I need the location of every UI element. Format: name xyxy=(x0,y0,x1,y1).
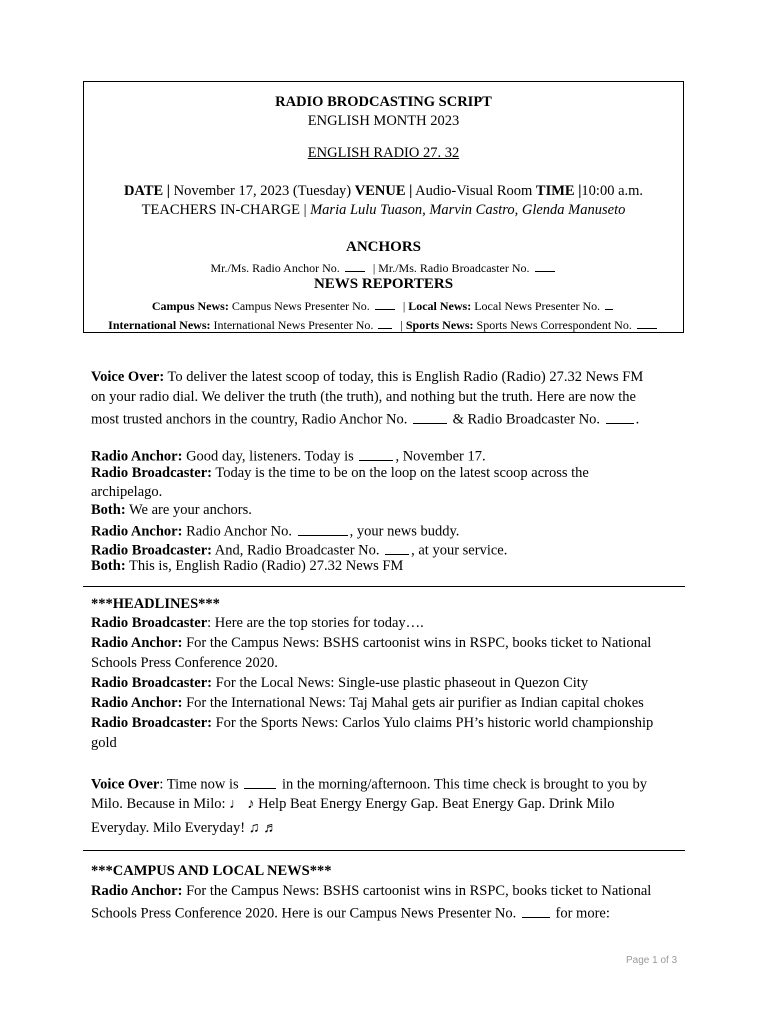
voice-over-label: Voice Over xyxy=(91,776,160,793)
both-label: Both: xyxy=(91,558,126,574)
blank-line xyxy=(359,445,393,461)
script-line xyxy=(91,368,691,387)
local-news-label: Local News: xyxy=(408,299,472,313)
script-text: This is, English Radio (Radio) 27.32 News FM xyxy=(129,558,404,574)
blank-line xyxy=(385,539,409,555)
script-text: We are your anchors. xyxy=(129,502,252,518)
script-header-box xyxy=(83,81,684,333)
anchor-text: Mr./Ms. Radio Anchor No. xyxy=(210,261,340,275)
script-line xyxy=(91,694,691,713)
campus-local-heading: ***CAMPUS AND LOCAL NEWS*** xyxy=(91,863,332,879)
script-line: Everyday. Milo Everyday! ♫ ♬ xyxy=(91,820,278,836)
headlines-heading: ***HEADLINES*** xyxy=(91,596,220,612)
international-news-label: International News: xyxy=(108,318,211,332)
venue-label: VENUE xyxy=(354,183,406,199)
separator: | xyxy=(166,183,170,199)
script-text: & Radio Broadcaster No. xyxy=(452,411,601,428)
time-value: 10:00 a.m. xyxy=(581,183,644,199)
radio-station-name: ENGLISH RADIO 27. 32 xyxy=(307,145,460,161)
separator: | xyxy=(372,261,376,275)
radio-anchor-label: Radio Anchor: xyxy=(91,448,183,465)
time-label: TIME xyxy=(535,183,575,199)
blank-line xyxy=(375,297,395,310)
separator: | xyxy=(303,202,307,218)
section-divider xyxy=(83,850,685,851)
anchors-line xyxy=(84,259,683,276)
script-line: archipelago. xyxy=(91,484,163,500)
script-text: : Here are the top stories for today…. xyxy=(207,615,424,631)
date-value: November 17, 2023 (Tuesday) xyxy=(173,183,352,199)
blank-line xyxy=(345,259,365,272)
script-text: in the morning/afternoon. This time check is brought to you by xyxy=(281,776,647,793)
teachers-line xyxy=(84,202,683,219)
radio-broadcaster-label: Radio Broadcaster: xyxy=(91,675,212,691)
script-text: For the International News: Taj Mahal gets air purifier as Indian capital chokes xyxy=(186,695,644,711)
both-label: Both: xyxy=(91,502,126,518)
script-text: most trusted anchors in the country, Radio Anchor No. xyxy=(91,411,408,428)
script-text: . xyxy=(635,411,640,428)
sports-news-text: Sports News Correspondent No. xyxy=(476,318,632,332)
script-line xyxy=(91,464,691,483)
campus-local-line xyxy=(84,297,683,314)
script-text: And, Radio Broadcaster No. xyxy=(214,542,380,559)
script-line xyxy=(91,501,691,520)
radio-broadcaster-label: Radio Broadcaster: xyxy=(91,465,212,481)
teachers-value: Maria Lulu Tuason, Marvin Castro, Glenda Manuseto xyxy=(310,202,626,218)
radio-anchor-label: Radio Anchor: xyxy=(91,635,183,651)
script-text: , at your service. xyxy=(411,542,508,559)
anchors-heading: ANCHORS xyxy=(345,239,421,255)
script-text: For the Local News: Single-use plastic phaseout in Quezon City xyxy=(215,675,589,691)
script-line: Milo. Because in Milo: ♩ ♪ Help Beat Energy Energy Gap. Beat Energy Gap. Drink Milo xyxy=(91,796,615,812)
script-title: RADIO BRODCASTING SCRIPT xyxy=(275,94,492,110)
campus-news-label: Campus News: xyxy=(151,299,229,313)
blank-line xyxy=(378,316,392,329)
separator: | xyxy=(409,183,413,199)
international-news-text: International News Presenter No. xyxy=(213,318,374,332)
script-text: for more: xyxy=(555,905,610,922)
script-text: For the Campus News: BSHS cartoonist wins in RSPC, books ticket to National xyxy=(186,635,652,651)
section-divider xyxy=(83,586,685,587)
radio-broadcaster-label: Radio Broadcaster: xyxy=(91,542,212,559)
script-text: : Time now is xyxy=(159,776,239,793)
script-subtitle: ENGLISH MONTH 2023 xyxy=(307,113,460,129)
separator: | xyxy=(578,183,582,199)
script-text: To deliver the latest scoop of today, this is English Radio (Radio) 27.32 News FM xyxy=(167,369,644,385)
blank-line xyxy=(522,902,550,918)
script-text: Today is the time to be on the loop on the latest scoop across the xyxy=(215,465,589,481)
blank-line xyxy=(413,408,447,424)
blank-line xyxy=(605,297,613,310)
script-line: Schools Press Conference 2020. xyxy=(91,655,278,671)
script-text: Good day, listeners. Today is xyxy=(186,448,354,465)
blank-line xyxy=(298,520,348,536)
script-line xyxy=(91,714,691,733)
script-line xyxy=(91,902,691,924)
script-text: Radio Anchor No. xyxy=(186,523,292,540)
script-text: For the Sports News: Carlos Yulo claims PH’s historic world championship xyxy=(215,715,654,731)
date-label: DATE xyxy=(123,183,164,199)
script-text: , November 17. xyxy=(395,448,486,465)
radio-anchor-label: Radio Anchor: xyxy=(91,523,183,540)
page-number: Page 1 of 3 xyxy=(626,955,678,966)
script-line xyxy=(91,773,691,795)
separator: | xyxy=(400,318,403,332)
script-text: , your news buddy. xyxy=(349,523,460,540)
venue-value: Audio-Visual Room xyxy=(415,183,533,199)
local-news-text: Local News Presenter No. xyxy=(474,299,601,313)
date-venue-time-line xyxy=(84,183,683,200)
sports-news-label: Sports News: xyxy=(405,318,474,332)
blank-line xyxy=(606,408,634,424)
script-line: gold xyxy=(91,735,117,751)
script-line xyxy=(91,634,691,653)
script-text: For the Campus News: BSHS cartoonist wins in RSPC, books ticket to National xyxy=(186,883,652,899)
script-line xyxy=(91,614,691,633)
news-reporters-heading: NEWS REPORTERS xyxy=(313,276,454,292)
blank-line xyxy=(244,773,276,789)
teachers-label: TEACHERS IN-CHARGE xyxy=(141,202,300,218)
voice-over-label: Voice Over: xyxy=(91,369,165,385)
script-text: Schools Press Conference 2020. Here is our Campus News Presenter No. xyxy=(91,905,517,922)
separator: | xyxy=(402,299,406,313)
broadcaster-text: Mr./Ms. Radio Broadcaster No. xyxy=(378,261,530,275)
radio-broadcaster-label: Radio Broadcaster: xyxy=(91,715,212,731)
script-line xyxy=(91,882,691,901)
campus-news-text: Campus News Presenter No. xyxy=(231,299,370,313)
blank-line xyxy=(637,316,657,329)
intl-sports-line xyxy=(84,316,683,333)
radio-anchor-label: Radio Anchor: xyxy=(91,695,183,711)
radio-broadcaster-label: Radio Broadcaster xyxy=(91,615,208,631)
script-line xyxy=(91,557,691,576)
radio-anchor-label: Radio Anchor: xyxy=(91,883,183,899)
script-line xyxy=(91,408,691,430)
script-line: on your radio dial. We deliver the truth (the truth), and nothing but the truth. Here are now the xyxy=(91,389,636,405)
blank-line xyxy=(535,259,555,272)
script-line xyxy=(91,674,691,693)
